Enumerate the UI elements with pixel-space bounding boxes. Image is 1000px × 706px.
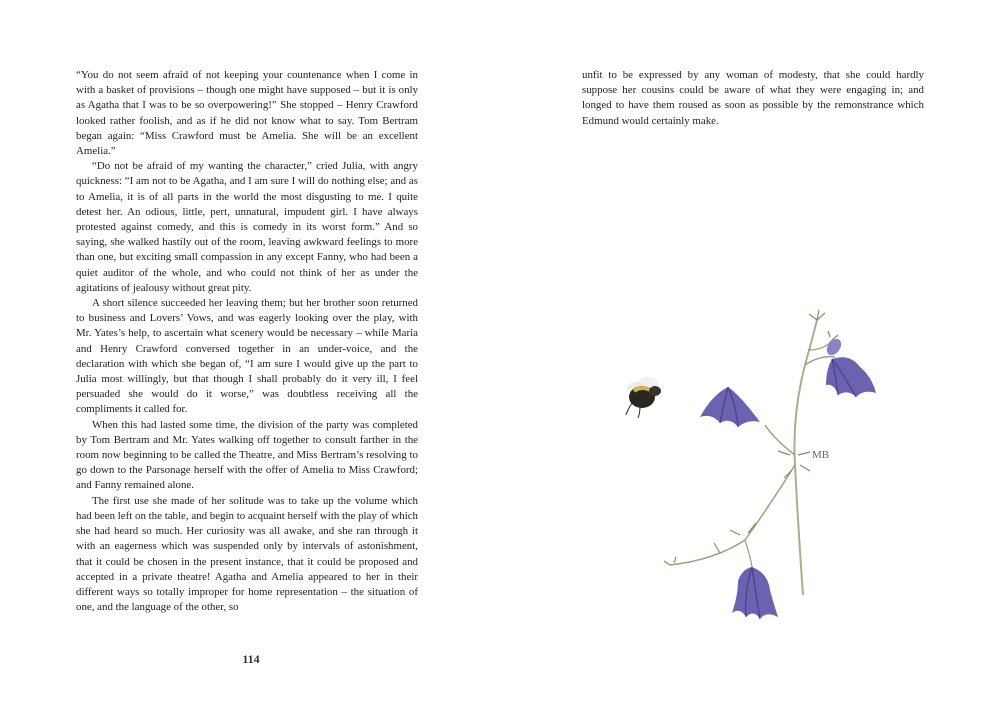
right-text-column <box>582 68 924 129</box>
bumblebee-icon <box>626 377 661 418</box>
harebell-flower-icon <box>700 387 760 427</box>
artist-signature: MB <box>812 449 830 461</box>
paragraph: “Do not be afraid of my wanting the character,” cried Julia, with angry quickness: “I am not to be Agatha, and I am sure I will do nothing else; and as to Amelia, it is of all parts in the world the most disgusting to me. I quite detest her. An odious, little, pert, unnatural, impudent girl. I have always protested against comedy, and this is comedy in its worst form.” And so saying, she walked hastily out of the room, leaving awkward feelings to more than one, but exciting small compassion in any except Fanny, who had been a quiet auditor of the whole, and who could not think of her as under the agitations of jealousy without great pity. <box>76 160 418 294</box>
paragraph: A short silence succeeded her leaving them; but her brother soon returned to business and Lovers’ Vows, and was eagerly looking over the play, with Mr. Yates’s help, to ascertain what scenery would be necessary – while Maria and Henry Crawford conversed together in an under-voice, and the declaration with which she began of, “I am sure I would give up the part to Julia most willingly, but that though I shall probably do it very ill, I feel persuaded she would do it worse,” was doubtless receiving all the compliments it called for. <box>76 297 418 416</box>
left-text-column <box>76 68 418 615</box>
paragraph: unfit to be expressed by any woman of modesty, that she could hardly suppose her cousins could be aware of what they were engaging in; and longed to have them roused as soon as possible by the remonstrance which Edmund would certainly make. <box>582 69 924 127</box>
harebell-bud-icon <box>824 336 844 358</box>
paragraph: “You do not seem afraid of not keeping your countenance when I come in with a basket of provisions – though one might have supposed – but it is only as Agatha that I was to be so overpowering!” She stopped – Henry Crawford looked rather foolish, and as if he did not know what to say. Tom Bertram began again: “Miss Crawford must be Amelia. She will be an excellent Amelia.” <box>76 69 418 158</box>
harebell-illustration <box>620 305 890 630</box>
right-page <box>500 0 1000 706</box>
page-number: 114 <box>242 652 260 666</box>
paragraph: When this had lasted some time, the division of the party was completed by Tom Bertram and Mr. Yates walking off together to consult farther in the room now beginning to be called the Theatre, and Miss Bertram’s resolving to go down to the Parsonage herself with the offer of Amelia to Miss Crawford; and Fanny remained alone. <box>76 418 418 492</box>
harebell-flower-icon <box>826 357 876 397</box>
harebell-flower-icon <box>732 567 778 619</box>
paragraph: The first use she made of her solitude was to take up the volume which had been left on the table, and begin to acquaint herself with the play of which she had heard so much. Her curiosity was all awake, and she ran through it with an eagerness which was suspended only by intervals of astonishment, that it could be chosen in the present instance, that it could be proposed and accepted in a private theatre! Agatha and Amelia appeared to her in their different ways so totally improper for home representation – the situation of one, and the language of the other, so <box>76 494 418 614</box>
